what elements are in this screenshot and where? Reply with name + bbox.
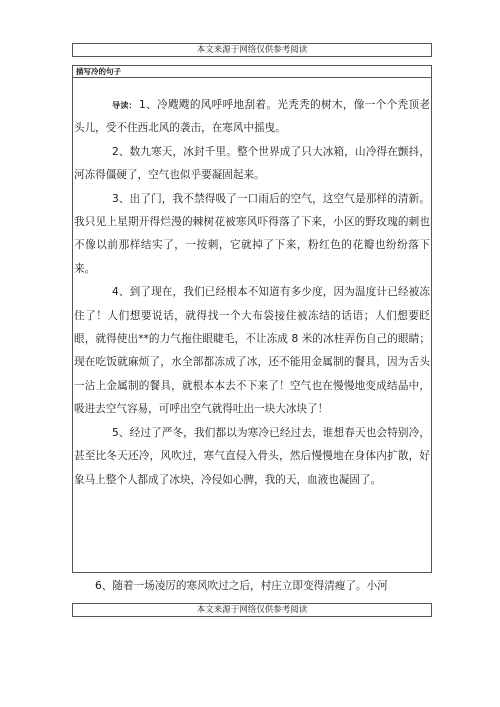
document-title: 描写冷的句子 [76,67,121,76]
paragraph-5: 5、经过了严冬，我们都以为寒冷已经过去，谁想春天也会特别冷，甚至比冬天还冷，风吹过，寒气直侵入骨头，然后慢慢地在身体内扩散，好象马上整个人都成了冰块，冷侵如心脾，我的天，血液也凝固了。 [74,426,430,486]
paragraph-1-text: 1、冷飕飕的风呼呼地刮着。光秃秃的树木，像一个个秃顶老头儿，受不住西北风的袭击，在寒风中摇曳。 [74,99,430,135]
paragraph-1 [74,94,430,141]
footer-source-banner: 本文来源于网络仅供参考阅读 [72,603,432,617]
main-text [74,94,430,492]
lead-label: 导读： [112,101,138,110]
title-box [72,65,432,78]
paragraph-3: 3、出了门，我不禁得吸了一口雨后的空气，这空气是那样的清新。我只见上星期开得烂漫的棘树花被寒风吓得落了下来，小区的野玫瑰的刺也不像以前那样结实了，一按刺，它就掉了下来，粉红色的花瓣也纷纷落下来。 [74,192,430,275]
paragraph-6: 6、随着一场凌厉的寒风吹过之后，村庄立即变得清瘦了。小河 [95,580,388,592]
paragraph-4: 4、到了现在，我们已经根本不知道有多少度，因为温度计已经被冻住了！人们想要说话，就得找一个大布袋接住被冻结的话语；人们想要眨眼，就得使出**的力气拖住眼睫毛，不让冻成 8 米的冰柱弄伤自己的眼睛；现在吃饭就麻烦了，水全部都冻成了冰，还不能用金属制的餐具，因为舌头一沾上金属制的餐具，就根本本去不下来了！空气也在慢慢地变成结晶中，吸进去空气容易，可呼出空气就得吐出一块大冰块了！ [74,286,430,416]
header-source-banner: 本文来源于网络仅供参考阅读 [72,43,432,57]
continued-text [74,575,430,598]
paragraph-2: 2、数九寒天，冰封千里。整个世界成了只大冰箱，山冷得在颤抖，河冻得僵硬了，空气也似乎要凝固起来。 [74,145,430,182]
